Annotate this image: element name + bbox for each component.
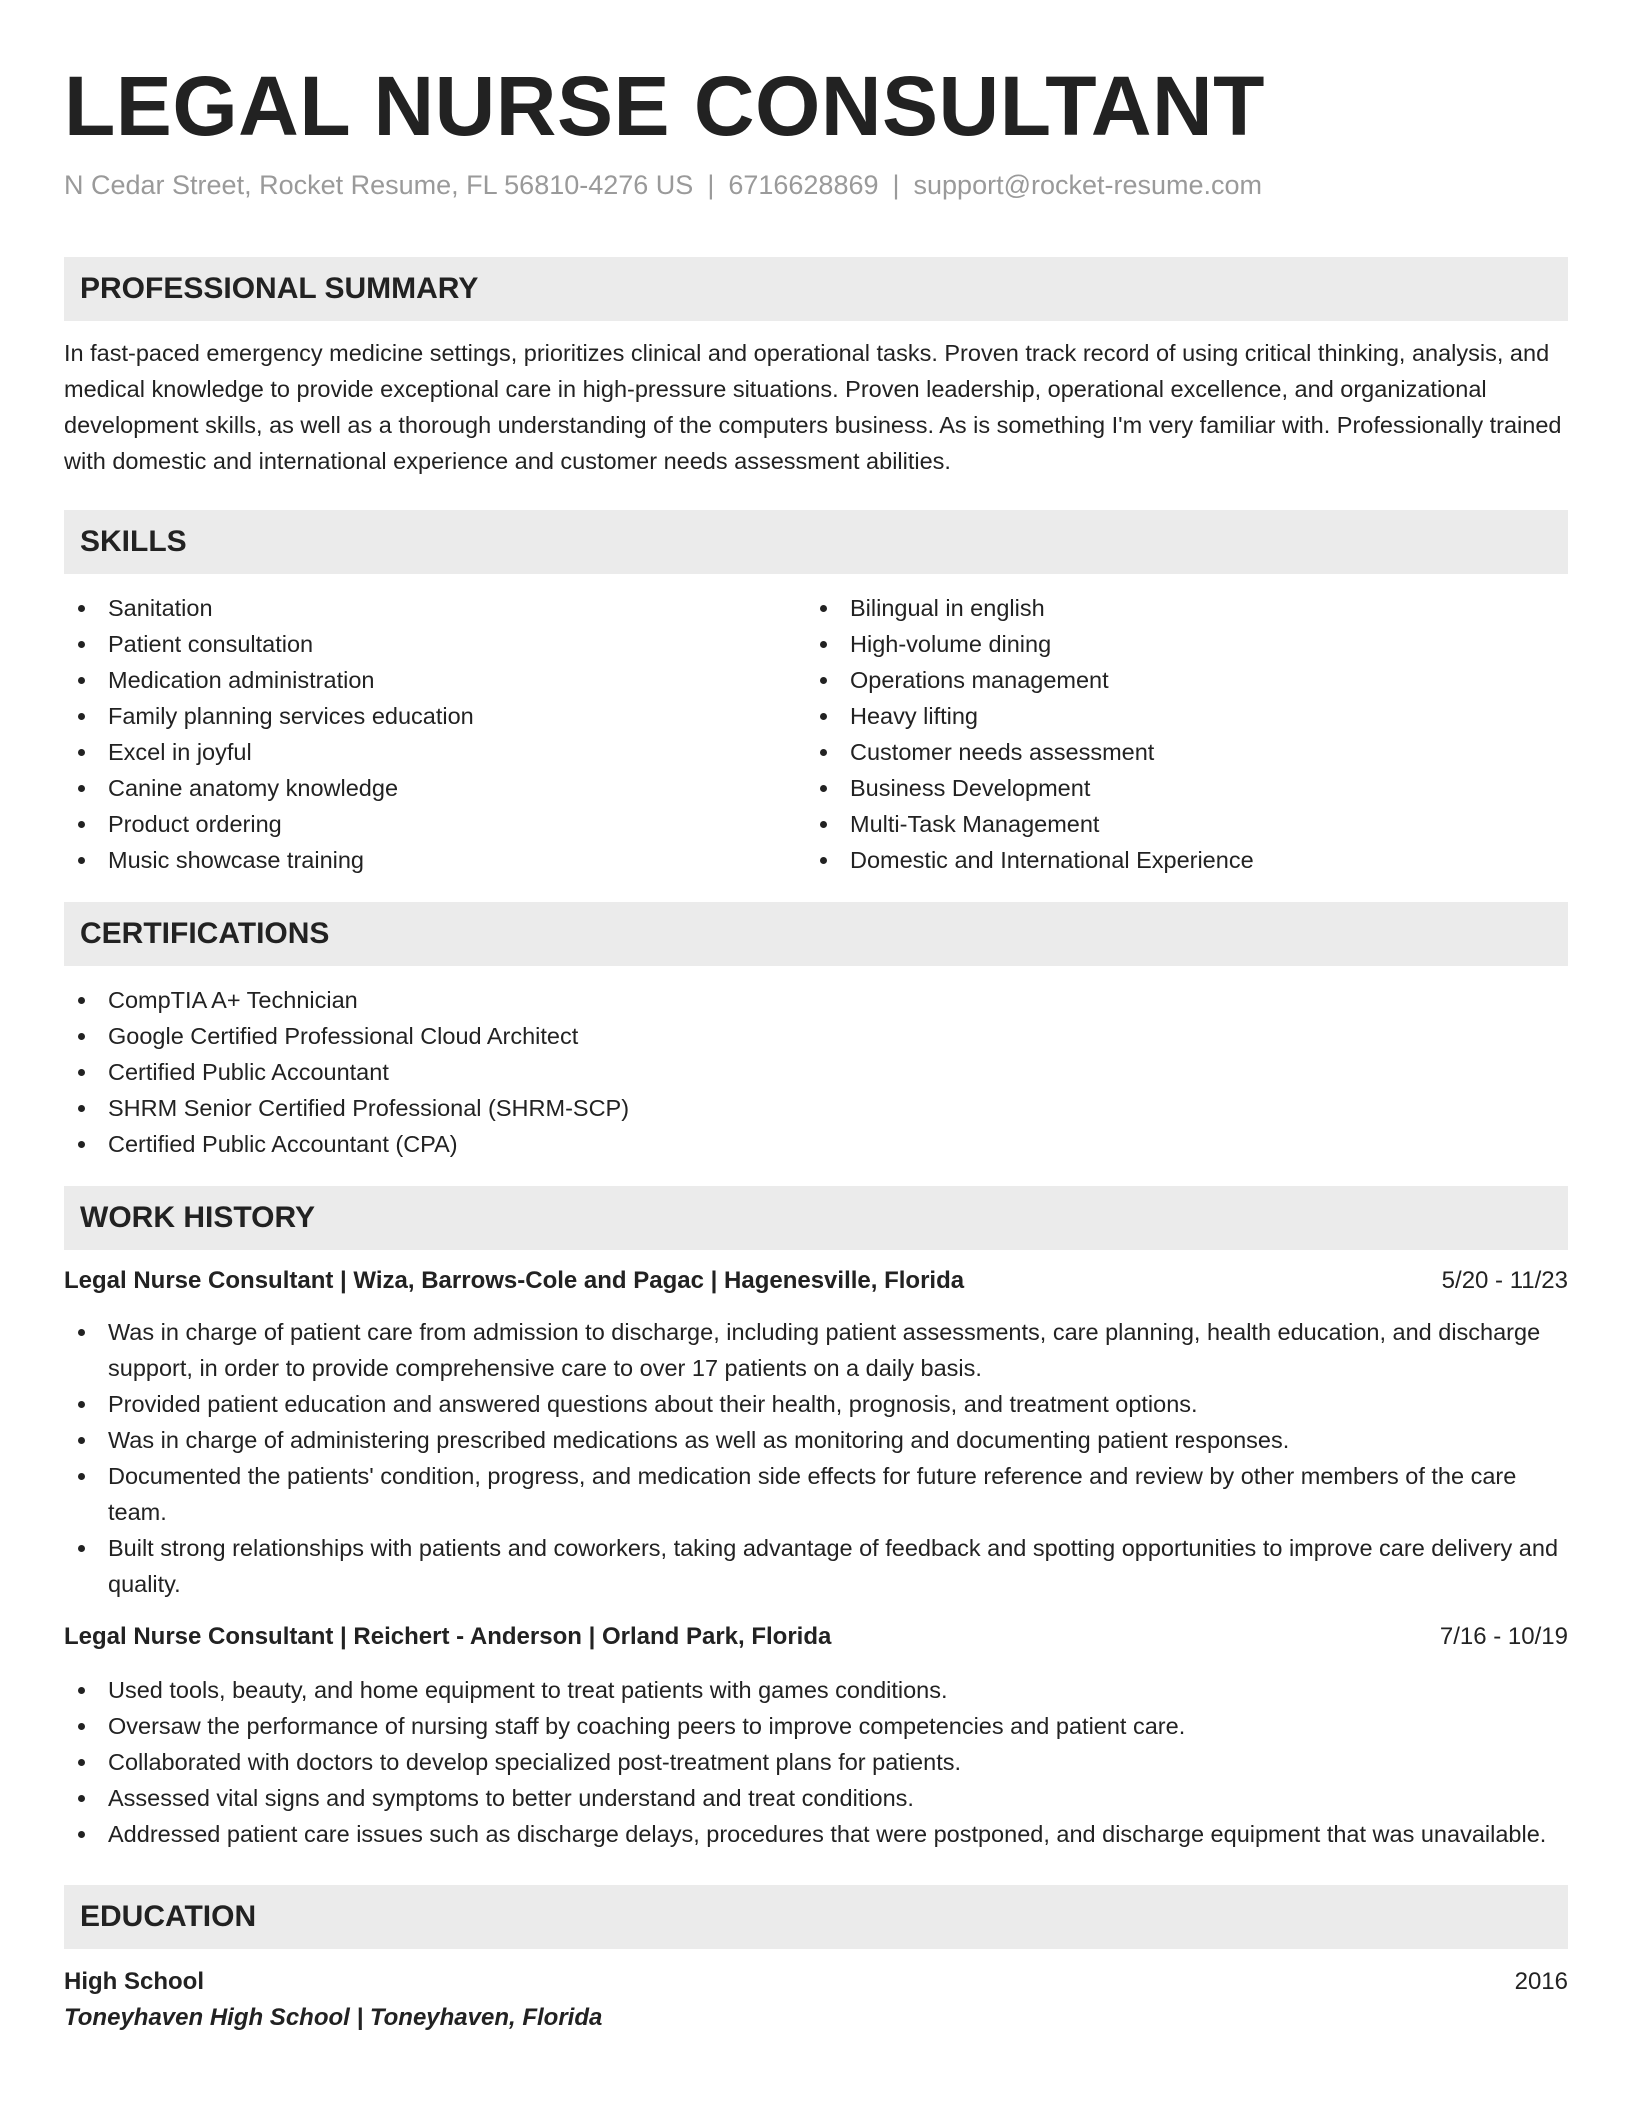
certifications-section-header: CERTIFICATIONS	[64, 902, 1568, 966]
contact-phone: 6716628869	[728, 170, 879, 200]
job-bullets	[64, 1314, 1568, 1602]
education-degree: High School	[64, 1968, 204, 1995]
skill-item: Operations management	[806, 662, 1548, 698]
skill-item: Product ordering	[64, 806, 806, 842]
job-entry	[64, 1620, 1568, 1852]
job-bullet: Assessed vital signs and symptoms to better understand and treat conditions.	[64, 1780, 1568, 1816]
summary-section-header: PROFESSIONAL SUMMARY	[64, 257, 1568, 321]
skill-item: Business Development	[806, 770, 1548, 806]
job-entry	[64, 1264, 1568, 1602]
job-bullet: Built strong relationships with patients and coworkers, taking advantage of feedback and spotting opportunities to improve care delivery and quality.	[64, 1530, 1568, 1602]
job-bullets	[64, 1672, 1568, 1852]
job-dates: 5/20 - 11/23	[1441, 1267, 1568, 1294]
education-section-header: EDUCATION	[64, 1885, 1568, 1949]
skills-section-header: SKILLS	[64, 510, 1568, 574]
skill-item: Canine anatomy knowledge	[64, 770, 806, 806]
certification-item: Google Certified Professional Cloud Architect	[64, 1018, 1568, 1054]
job-bullet: Collaborated with doctors to develop specialized post-treatment plans for patients.	[64, 1744, 1568, 1780]
contact-email: support@rocket-resume.com	[913, 170, 1263, 200]
job-bullet: Provided patient education and answered questions about their health, prognosis, and treatment options.	[64, 1386, 1568, 1422]
resume-name: LEGAL NURSE CONSULTANT	[64, 59, 1265, 153]
skill-item: Patient consultation	[64, 626, 806, 662]
certifications-list	[64, 982, 1568, 1162]
education-year: 2016	[1514, 1968, 1568, 1995]
skill-item: Domestic and International Experience	[806, 842, 1548, 878]
education-header	[64, 1965, 1568, 1999]
contact-separator: |	[892, 170, 900, 200]
skills-list-right	[806, 590, 1548, 878]
skill-item: Excel in joyful	[64, 734, 806, 770]
skill-item: Customer needs assessment	[806, 734, 1548, 770]
resume-page	[64, 0, 1568, 2035]
skill-item: Sanitation	[64, 590, 806, 626]
skills-grid	[64, 590, 1568, 878]
certification-item: CompTIA A+ Technician	[64, 982, 1568, 1018]
contact-address: N Cedar Street, Rocket Resume, FL 56810-4276 US	[64, 170, 694, 200]
job-header	[64, 1620, 1568, 1654]
contact-line	[64, 168, 1568, 202]
skill-item: Medication administration	[64, 662, 806, 698]
certification-item: Certified Public Accountant	[64, 1054, 1568, 1090]
job-bullet: Oversaw the performance of nursing staff by coaching peers to improve competencies and patient care.	[64, 1708, 1568, 1744]
skill-item: Multi-Task Management	[806, 806, 1548, 842]
skill-item: Heavy lifting	[806, 698, 1548, 734]
skill-item: Bilingual in english	[806, 590, 1548, 626]
job-header	[64, 1264, 1568, 1298]
job-dates: 7/16 - 10/19	[1439, 1623, 1568, 1650]
job-title: Legal Nurse Consultant | Reichert - Anderson | Orland Park, Florida	[64, 1623, 832, 1650]
education-school: Toneyhaven High School | Toneyhaven, Florida	[64, 2004, 603, 2031]
skill-item: Music showcase training	[64, 842, 806, 878]
job-bullet: Was in charge of patient care from admission to discharge, including patient assessments, care planning, health education, and discharge support, in order to provide comprehensive care to over 17 patients on a daily basis.	[64, 1314, 1568, 1386]
job-bullet: Was in charge of administering prescribed medications as well as monitoring and documenting patient responses.	[64, 1422, 1568, 1458]
certification-item: Certified Public Accountant (CPA)	[64, 1126, 1568, 1162]
certification-item: SHRM Senior Certified Professional (SHRM-SCP)	[64, 1090, 1568, 1126]
skill-item: High-volume dining	[806, 626, 1548, 662]
job-bullet: Addressed patient care issues such as discharge delays, procedures that were postponed, and discharge equipment that was unavailable.	[64, 1816, 1568, 1852]
contact-separator: |	[707, 170, 715, 200]
job-bullet: Documented the patients' condition, progress, and medication side effects for future reference and review by other members of the care team.	[64, 1458, 1568, 1530]
skill-item: Family planning services education	[64, 698, 806, 734]
job-title: Legal Nurse Consultant | Wiza, Barrows-Cole and Pagac | Hagenesville, Florida	[64, 1267, 965, 1294]
job-bullet: Used tools, beauty, and home equipment to treat patients with games conditions.	[64, 1672, 1568, 1708]
work-history-section-header: WORK HISTORY	[64, 1186, 1568, 1250]
skills-list-left	[64, 590, 806, 878]
summary-text: In fast-paced emergency medicine settings, prioritizes clinical and operational tasks. Proven track record of using critical thinking, analysis, and medical knowledge to provide exceptional care in high-pressure situations. Proven leadership, operational excellence, and organizational development skills, as well as a thorough understanding of the computers business. As is something I'm very familiar with. Professionally trained with domestic and international experience and customer needs assessment abilities.	[64, 340, 1562, 474]
